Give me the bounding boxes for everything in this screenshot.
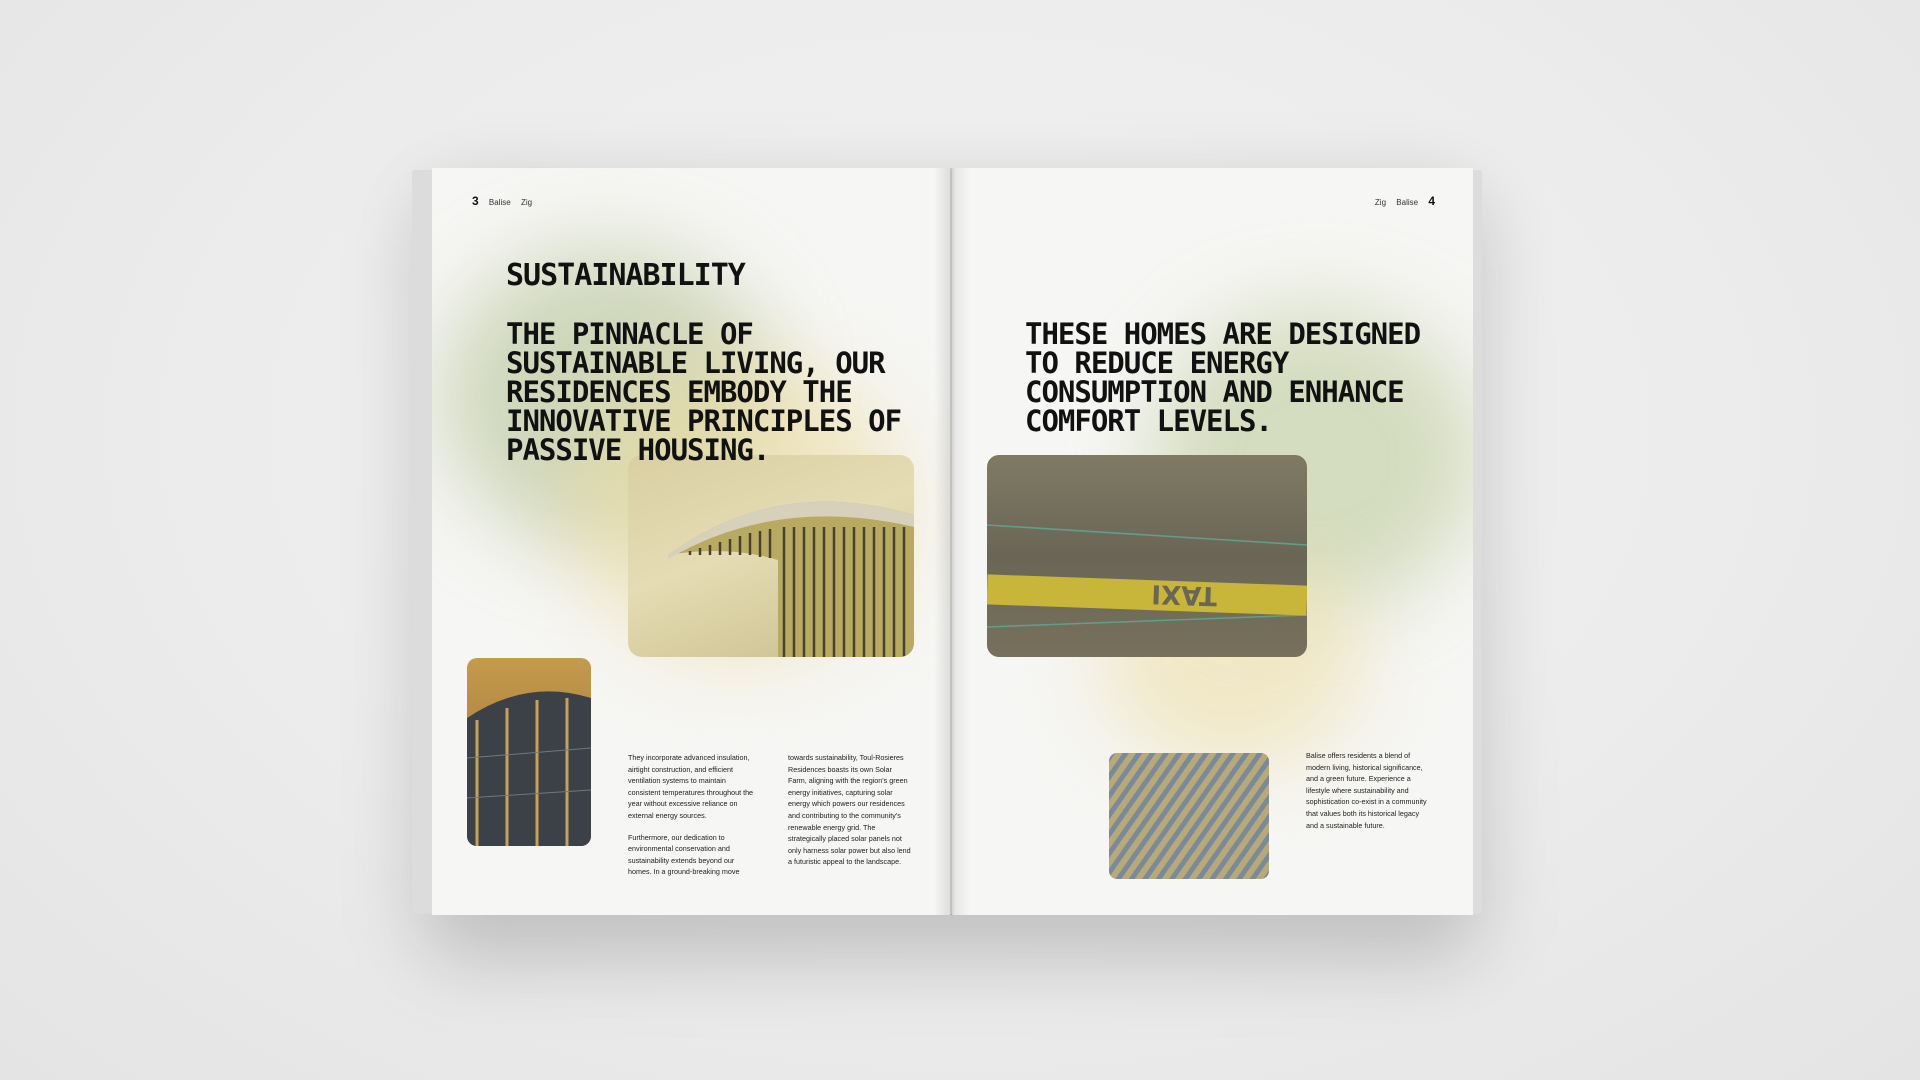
- book-spine: [934, 168, 970, 915]
- page-number: 3: [472, 194, 479, 208]
- running-head-item: Balise: [1396, 198, 1419, 207]
- body-column-2: [788, 752, 912, 878]
- canopy-illustration: [628, 455, 914, 657]
- paragraph: Furthermore, our dedication to environmental conservation and sustainability extends beyond our homes. In a ground-breaking move: [628, 832, 740, 877]
- body-column-1: [628, 752, 758, 888]
- paragraph: Balise offers residents a blend of modern living, historical significance, and a green future. Experience a lifestyle where sustainability and sophistication co-exist in a community that values both its historical legacy and a sustainable future.: [1306, 751, 1427, 830]
- lead-statement: THESE HOMES ARE DESIGNED TO REDUCE ENERGY CONSUMPTION AND ENHANCE COMFORT LEVELS.: [1025, 317, 1421, 438]
- running-head-item: Balise: [488, 198, 511, 207]
- section-title: SUSTAINABILITY: [506, 258, 745, 293]
- right-page: [952, 168, 1473, 915]
- atrium-photo: [467, 658, 591, 846]
- paragraph: towards sustainability, Toul-Rosieres Residences boasts its own Solar Farm, aligning with the region's green energy initiatives, capturing solar energy which powers our residences and contributing to the community's renewable energy grid. The strategically placed solar panels not only harness solar power but also lend a futuristic appeal to the landscape.: [788, 753, 911, 867]
- paragraph: They incorporate advanced insulation, airtight construction, and efficient ventilation systems to maintain consistent temperatures throughout the year without excessive reliance on external energy sources.: [628, 753, 754, 820]
- solar-farm-photo: [1109, 753, 1269, 879]
- left-folio: [472, 194, 540, 208]
- runway-photo: [987, 455, 1307, 657]
- running-head-item: Zig: [520, 198, 533, 207]
- running-head-item: Zig: [1374, 198, 1387, 207]
- page-number: 4: [1428, 194, 1435, 208]
- runway-marking: TAXI: [1150, 578, 1218, 611]
- right-folio: [1375, 194, 1443, 208]
- runway-illustration: [987, 455, 1307, 657]
- atrium-illustration: [467, 658, 591, 846]
- caption-text: [1306, 750, 1431, 841]
- left-page: [432, 168, 950, 915]
- lead-statement: THE PINNACLE OF SUSTAINABLE LIVING, OUR RESIDENCES EMBODY THE INNOVATIVE PRINCIPLES OF PASSIVE HOUSING.: [506, 317, 902, 467]
- canopy-photo: [628, 455, 914, 657]
